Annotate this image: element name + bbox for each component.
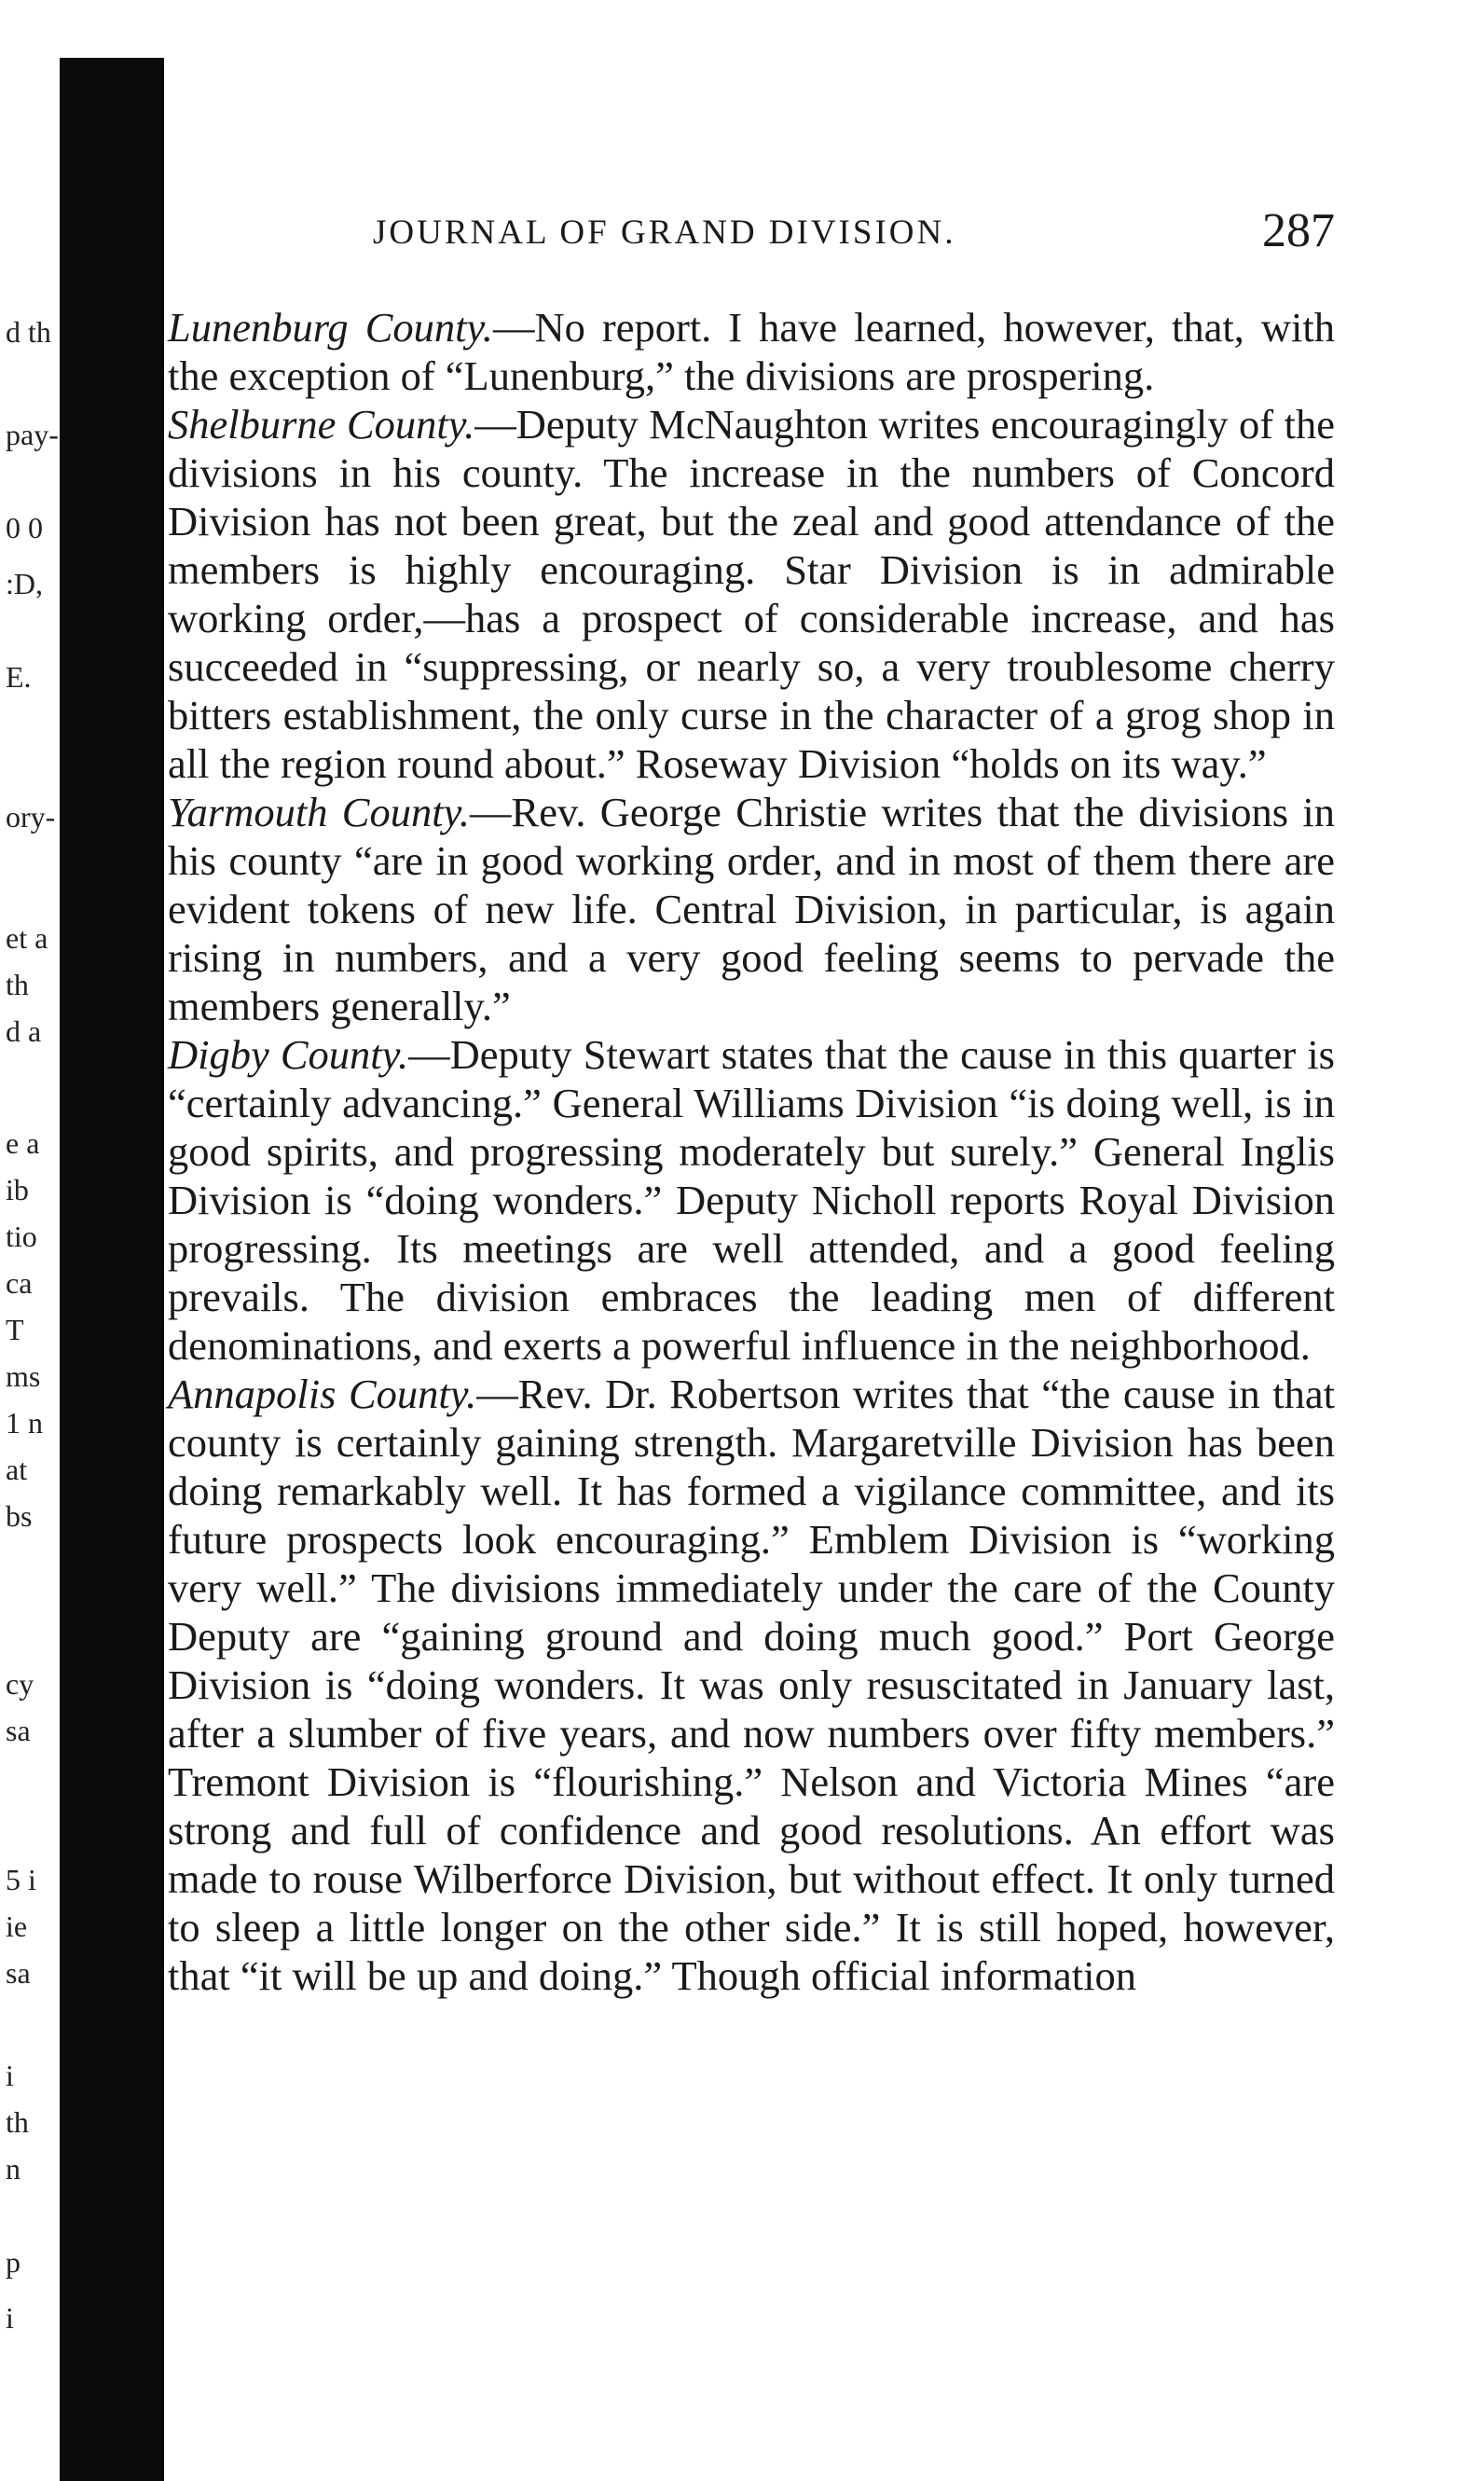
- margin-fragment: 5 i: [6, 1863, 36, 1896]
- running-head: JOURNAL OF GRAND DIVISION.: [373, 214, 956, 252]
- margin-fragment: n: [6, 2152, 21, 2185]
- margin-fragment: d a: [6, 1014, 42, 1048]
- margin-fragment: ca: [6, 1266, 33, 1300]
- margin-fragment: at: [6, 1453, 28, 1486]
- margin-fragment: cy: [6, 1667, 34, 1701]
- paragraph-annapolis: [168, 1370, 1335, 2000]
- margin-fragment: tio: [6, 1220, 37, 1253]
- paragraph-text: —No report. I have learned, however, that, with the exception of “Lunenburg,” the divisions are prospering.: [168, 304, 1335, 399]
- margin-fragment: sa: [6, 1956, 31, 1990]
- margin-fragment: e a: [6, 1126, 40, 1160]
- page-number: 287: [1262, 204, 1335, 257]
- paragraph-lunenburg: [168, 303, 1335, 400]
- county-heading: Yarmouth County.: [168, 789, 471, 835]
- margin-fragment: i: [6, 2301, 14, 2335]
- page-header: [373, 203, 1335, 269]
- margin-fragment: ms: [6, 1359, 41, 1393]
- paragraph-text: —Rev. George Christie writes that the divisions in his county “are in good working order, and in most of them there are evident tokens of new life. Central Division, in particular, is again rising in numbers, and a very good feeling seems to pervade the members generally.”: [168, 789, 1335, 1029]
- margin-fragment: 1 n: [6, 1406, 43, 1440]
- county-heading: Digby County.: [168, 1031, 409, 1078]
- paragraph-text: —Rev. Dr. Robertson writes that “the cause in that county is certainly gaining strength. Margaretville Division has been doing remarkably well. It has formed a vigilance committee, and its future prospects look encouraging.” Emblem Division is “working very well.” The divisions immediately under the care of the County Deputy are “gaining ground and doing much good.” Port George Division is “doing wonders. It was only resuscitated in January last, after a slumber of five years, and now numbers over fifty members.” Tremont Division is “flourishing.” Nelson and Victoria Mines “are strong and full of confidence and good resolutions. An effort was made to rouse Wilberforce Division, but without effect. It only turned to sleep a little longer on the other side.” It is still hoped, however, that “it will be up and doing.” Though official information: [168, 1371, 1335, 1999]
- margin-fragment: ory-: [6, 800, 56, 834]
- paragraph-yarmouth: [168, 788, 1335, 1030]
- margin-fragment: d th: [6, 315, 51, 349]
- margin-fragment: th: [6, 968, 29, 1001]
- margin-fragment: th: [6, 2105, 29, 2139]
- margin-fragment: T: [6, 1313, 24, 1346]
- paragraph-text: —Deputy McNaughton writes encouragingly of the divisions in his county. The increase in the numbers of Concord Division has not been great, but the zeal and good attendance of the members is highly encouraging. Star Division is in admirable working order,—has a prospect of considerable increase, and has succeeded in “suppressing, or nearly so, a very troublesome cherry bitters establishment, the only curse in the character of a grog shop in all the region round about.” Roseway Division “holds on its way.”: [168, 401, 1335, 787]
- margin-fragment: :D,: [6, 567, 43, 600]
- binding-shadow: [60, 58, 164, 2481]
- county-heading: Annapolis County.: [168, 1371, 477, 1417]
- body-text: [168, 303, 1335, 2000]
- margin-fragment: pay-: [6, 418, 59, 451]
- margin-fragment: sa: [6, 1714, 31, 1747]
- paragraph-shelburne: [168, 400, 1335, 788]
- margin-fragment: et a: [6, 921, 48, 955]
- paragraph-text: —Deputy Stewart states that the cause in this quarter is “certainly advancing.” General Williams Division “is doing well, is in good spirits, and progressing moderately but surely.” General Inglis Division is “doing wonders.” Deputy Nicholl reports Royal Division progressing. Its meetings are well attended, and a good feeling prevails. The division embraces the leading men of different denominations, and exerts a powerful influence in the neighborhood.: [168, 1031, 1335, 1369]
- margin-fragment: E.: [6, 660, 32, 694]
- margin-fragment: bs: [6, 1499, 33, 1533]
- county-heading: Lunenburg County.: [168, 304, 493, 351]
- margin-fragment: 0 0: [6, 511, 43, 544]
- margin-fragment: ib: [6, 1173, 29, 1206]
- previous-page-fragments: [0, 0, 60, 2481]
- margin-fragment: p: [6, 2245, 21, 2279]
- margin-fragment: i: [6, 2059, 14, 2092]
- paragraph-digby: [168, 1030, 1335, 1370]
- county-heading: Shelburne County.: [168, 401, 475, 448]
- margin-fragment: ie: [6, 1909, 28, 1943]
